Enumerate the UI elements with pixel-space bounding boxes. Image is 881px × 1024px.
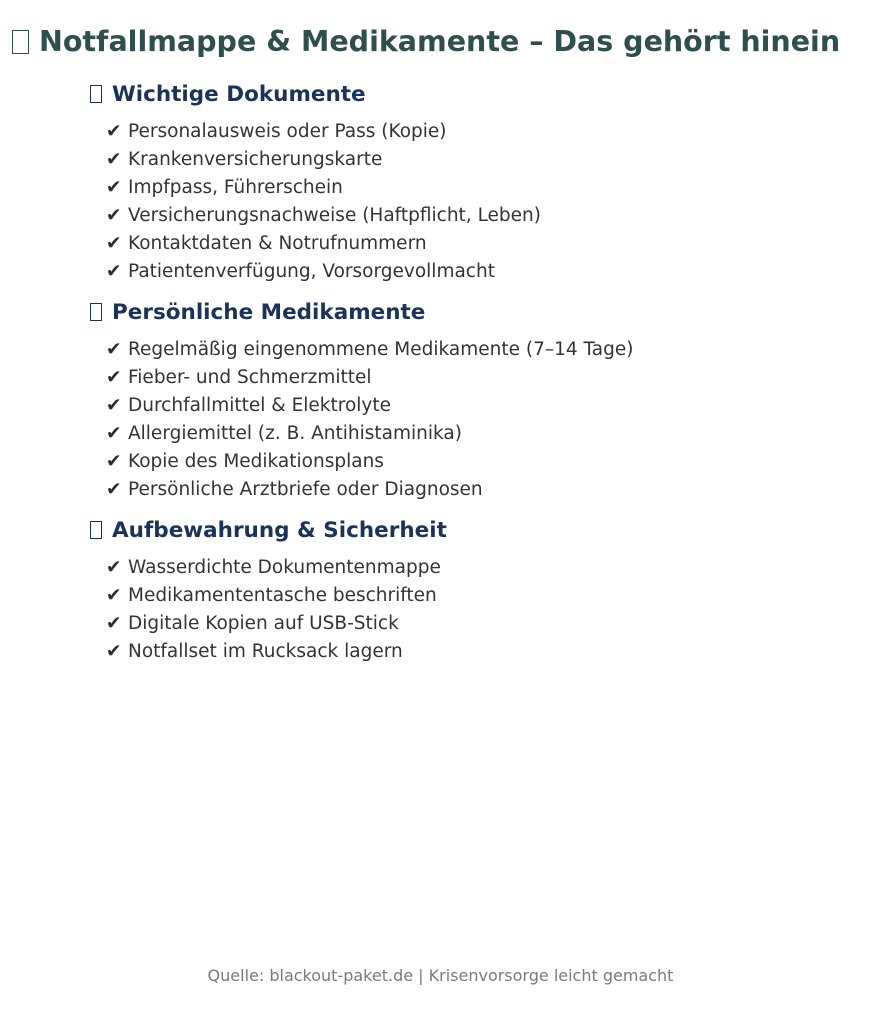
checklist-item xyxy=(106,420,870,448)
check-icon: ✔ xyxy=(106,585,122,606)
checklist-item xyxy=(106,230,870,258)
checklist-item xyxy=(106,336,870,364)
page-title-text: Notfallmappe & Medikamente – Das gehört hinein xyxy=(39,25,841,58)
checklist-item xyxy=(106,202,870,230)
checklist-item-text: Notfallset im Rucksack lagern xyxy=(128,641,403,662)
checklist-item xyxy=(106,392,870,420)
section-heading xyxy=(90,298,870,328)
checklist-item xyxy=(106,638,870,666)
source-footer: Quelle: blackout-paket.de | Krisenvorsorge leicht gemacht xyxy=(207,966,674,985)
section-heading-text: Wichtige Dokumente xyxy=(112,82,366,107)
checklist-item xyxy=(106,118,870,146)
checklist-item-text: Impfpass, Führerschein xyxy=(128,177,343,198)
section-heading-text: Aufbewahrung & Sicherheit xyxy=(112,518,447,543)
checklist-item-text: Personalausweis oder Pass (Kopie) xyxy=(128,121,447,142)
section-persoenliche-medikamente xyxy=(90,298,870,504)
section-wichtige-dokumente xyxy=(90,80,870,286)
checklist-item-text: Versicherungsnachweise (Haftpflicht, Leben) xyxy=(128,205,541,226)
checklist-item-text: Fieber- und Schmerzmittel xyxy=(128,367,372,388)
checklist-item xyxy=(106,610,870,638)
checklist-item xyxy=(106,476,870,504)
check-icon: ✔ xyxy=(106,261,122,282)
page-title xyxy=(12,22,881,62)
checklist-item xyxy=(106,554,870,582)
checklist-item-text: Medikamententasche beschriften xyxy=(128,585,437,606)
checklist xyxy=(90,554,870,666)
check-icon: ✔ xyxy=(106,557,122,578)
check-icon: ✔ xyxy=(106,423,122,444)
checklist-item-text: Patientenverfügung, Vorsorgevollmacht xyxy=(128,261,495,282)
checklist-item xyxy=(106,582,870,610)
check-icon: ✔ xyxy=(106,177,122,198)
checklist-item-text: Durchfallmittel & Elektrolyte xyxy=(128,395,391,416)
check-icon: ✔ xyxy=(106,479,122,500)
check-icon: ✔ xyxy=(106,339,122,360)
check-icon: ✔ xyxy=(106,121,122,142)
checklist-item-text: Persönliche Arztbriefe oder Diagnosen xyxy=(128,479,483,500)
document-icon xyxy=(90,85,102,103)
checklist-item-text: Kontaktdaten & Notrufnummern xyxy=(128,233,427,254)
section-aufbewahrung-sicherheit xyxy=(90,516,870,666)
checklist-item-text: Wasserdichte Dokumentenmappe xyxy=(128,557,441,578)
checklist-item-text: Digitale Kopien auf USB-Stick xyxy=(128,613,399,634)
check-icon: ✔ xyxy=(106,367,122,388)
checklist-item-text: Kopie des Medikationsplans xyxy=(128,451,384,472)
check-icon: ✔ xyxy=(106,613,122,634)
check-icon: ✔ xyxy=(106,149,122,170)
checklist-item-text: Krankenversicherungskarte xyxy=(128,149,383,170)
medicine-icon xyxy=(90,303,102,321)
checklist-item-text: Allergiemittel (z. B. Antihistaminika) xyxy=(128,423,462,444)
section-heading xyxy=(90,80,870,110)
lock-icon xyxy=(90,521,102,539)
document-icon xyxy=(12,30,29,54)
checklist-item xyxy=(106,258,870,286)
checklist-item xyxy=(106,448,870,476)
checklist-item xyxy=(106,174,870,202)
check-icon: ✔ xyxy=(106,641,122,662)
section-heading-text: Persönliche Medikamente xyxy=(112,300,426,325)
check-icon: ✔ xyxy=(106,451,122,472)
checklist-item-text: Regelmäßig eingenommene Medikamente (7–14 Tage) xyxy=(128,339,634,360)
checklist xyxy=(90,118,870,286)
check-icon: ✔ xyxy=(106,205,122,226)
section-heading xyxy=(90,516,870,546)
checklist-item xyxy=(106,146,870,174)
check-icon: ✔ xyxy=(106,395,122,416)
check-icon: ✔ xyxy=(106,233,122,254)
checklist-item xyxy=(106,364,870,392)
checklist xyxy=(90,336,870,504)
